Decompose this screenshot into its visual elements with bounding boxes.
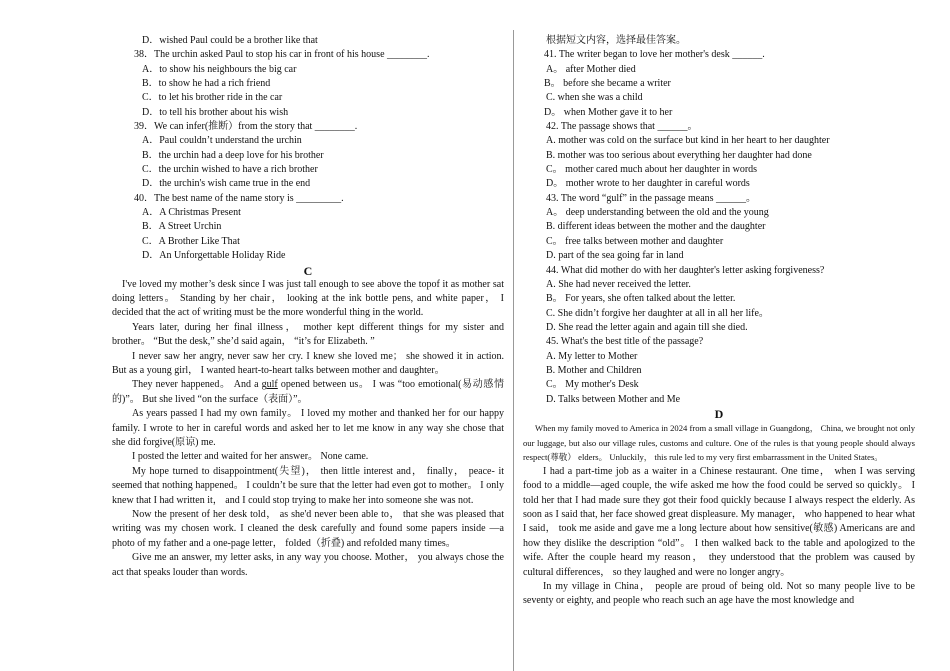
passage-d-paragraph-2: In my village in China， people are proud of being old. Not so many people live to be seventy or eighty, and people who reach such an age have the most knowledge and xyxy=(523,580,915,607)
passage-c-paragraph-1: I've loved my mother’s desk since I was just tall enough to see above the topof it as mother sat doing letters。 Standing by her chair， looking at the ink bottle pens, and white paper， I decided that the act of writing must be the more wonderful thing in the world. xyxy=(112,278,504,319)
instruction: 根据短文内容，选择最佳答案。 xyxy=(546,35,686,46)
column-divider xyxy=(513,30,514,671)
passage-d-paragraph-1: I had a part-time job as a waiter in a Chinese restaurant. One time， when I was serving food to a middle—aged couple, the wife asked me how the food could be served so quickly。 I told her that I had made sure they got their food quickly because I always respect the elderly. As soon as I said that, her face showed great displeasure. My manager， who happened to hear what I said， took me aside and gave me a long lecture about how sensitive(敏感) Americans are and how they dislike the description “old”。 I then walked back to the table and apologized to the wife. After the couple heard my reason， they understood that the problem was caused by cultural differences， so they laughed and were no longer angry。 xyxy=(523,465,915,578)
q40-option-b: B．A Street Urchin xyxy=(142,221,222,233)
passage-c-paragraph-6: I posted the letter and waited for her answer。 None came. xyxy=(132,451,369,463)
q38-stem: 38．The urchin asked Paul to stop his car in front of his house ________. xyxy=(134,49,430,61)
q40-option-a: A．A Christmas Present xyxy=(142,207,241,219)
q41-option-d: D。 when Mother gave it to her xyxy=(544,106,673,118)
passage-c-paragraph-8: Now the present of her desk told， as she'd never been able to， that she was pleased that writing was my chosen work. I cleaned the desk carefully and found some papers inside —a photo of my father and a one-page letter， folded（折叠) and refolded many times。 xyxy=(112,509,504,549)
q39-option-b: B．the urchin had a deep love for his brother xyxy=(142,149,324,161)
q38-option-b: B．to show he had a rich friend xyxy=(142,78,271,90)
passage-c-paragraph-5: As years passed I had my own family。 I loved my mother and thanked her for our happy family. I wrote to her in careful words and asked her to let me know in any way she chose that she did forgive(原谅) me. xyxy=(112,408,504,448)
q40-option-d: D．An Unforgettable Holiday Ride xyxy=(142,250,286,262)
q41-option-a: A。 after Mother died xyxy=(546,63,636,75)
passage-c-paragraph-7: My hope turned to disappointment(失望)， then little interest and， finally， peace- it seemed that nothing happened。 I couldn’t be sure that the letter had even got to mother。 I only knew that I had written it， and I could stop trying to make her into someone she was not. xyxy=(112,465,504,506)
passage-c-paragraph-4: They never happened。 And a gulf opened between us。 I was “too emotional(易动感情的)”。 But she lived “on the surface（表面）”。 xyxy=(112,379,504,405)
q43-stem: 43. The word “gulf” in the passage means ______。 xyxy=(546,192,757,204)
q43-option-d: D. part of the sea going far in land xyxy=(546,250,684,262)
q45-option-c: C。 My mother's Desk xyxy=(546,379,639,391)
right-column xyxy=(523,34,915,609)
q37-option-d: D．wished Paul could be a brother like that xyxy=(142,35,318,46)
q44-option-c: C. She didn’t forgive her daughter at all in all her life。 xyxy=(546,307,769,319)
q38-option-c: C．to let his brother ride in the car xyxy=(142,92,283,104)
q45-option-d: D. Talks between Mother and Me xyxy=(546,393,681,405)
q39-option-a: A．Paul couldn’t understand the urchin xyxy=(142,135,302,147)
q43-option-b: B. different ideas between the mother and the daughter xyxy=(546,221,766,233)
q42-option-d: D。 mother wrote to her daughter in careful words xyxy=(546,178,750,190)
passage-c-paragraph-3: I never saw her angry, never saw her cry. I knew she loved me； she showed it in action. But as a young girl， I wanted heart-to-heart talks between mother and daughter。 xyxy=(112,350,504,376)
q39-option-c: C．the urchin wished to have a rich brother xyxy=(142,164,318,176)
q44-stem: 44. What did mother do with her daughter's letter asking forgiveness? xyxy=(546,264,825,276)
q45-option-b: B. Mother and Children xyxy=(546,364,642,376)
q45-stem: 45. What's the best title of the passage? xyxy=(546,336,704,348)
section-c-heading: C xyxy=(303,263,313,278)
q41-option-c: C. when she was a child xyxy=(546,92,643,104)
q44-option-b: B。 For years, she often talked about the letter. xyxy=(546,293,736,305)
q43-option-a: A。 deep understanding between the old and the young xyxy=(546,207,769,219)
underlined-word-gulf: gulf xyxy=(261,379,278,391)
q39-stem: 39．We can infer(推断）from the story that ________. xyxy=(134,121,358,133)
q38-option-a: A．to show his neighbours the big car xyxy=(142,63,297,75)
q42-option-a: A. mother was cold on the surface but kind in her heart to her daughter xyxy=(546,135,830,147)
q41-stem: 41. The writer began to love her mother's desk ______. xyxy=(544,49,765,61)
left-column xyxy=(112,34,504,580)
q41-option-b: B。 before she became a writer xyxy=(544,78,671,90)
q42-stem: 42. The passage shows that ______。 xyxy=(546,121,698,133)
passage-c-paragraph-9: Give me an answer, my letter asks, in any way you choose. Mother， you always chose the act that speaks louder than words. xyxy=(112,552,504,578)
q42-option-b: B. mother was too serious about everything her daughter had done xyxy=(546,149,812,161)
q42-option-c: C。 mother cared much about her daughter in words xyxy=(546,164,758,176)
q43-option-c: C。 free talks between mother and daughter xyxy=(546,235,724,247)
q40-option-c: C．A Brother Like That xyxy=(142,235,240,247)
passage-c-paragraph-2: Years later, during her final illness， mother kept different things for my sister and brother。 “But the desk,” she’d said again， “it’s for Elizabeth. ” xyxy=(112,321,504,348)
passage-d-intro: When my family moved to America in 2024 from a small village in Guangdong， China, we brought not only our luggage, but also our village rules, customs and culture. One of the rules is that young people should always respect(尊敬） elders。 Unluckily， this rule led to my very first embarrassment in the United States。 xyxy=(523,422,915,463)
q39-option-d: D．the urchin's wish came true in the end xyxy=(142,178,311,190)
q45-option-a: A. My letter to Mother xyxy=(546,350,638,362)
q40-stem: 40．The best name of the name story is _________. xyxy=(134,192,344,204)
section-d-heading: D xyxy=(714,406,724,421)
q38-option-d: D．to tell his brother about his wish xyxy=(142,106,289,118)
q44-option-a: A. She had never received the letter. xyxy=(546,278,691,290)
q44-option-d: D. She read the letter again and again till she died. xyxy=(546,321,748,333)
